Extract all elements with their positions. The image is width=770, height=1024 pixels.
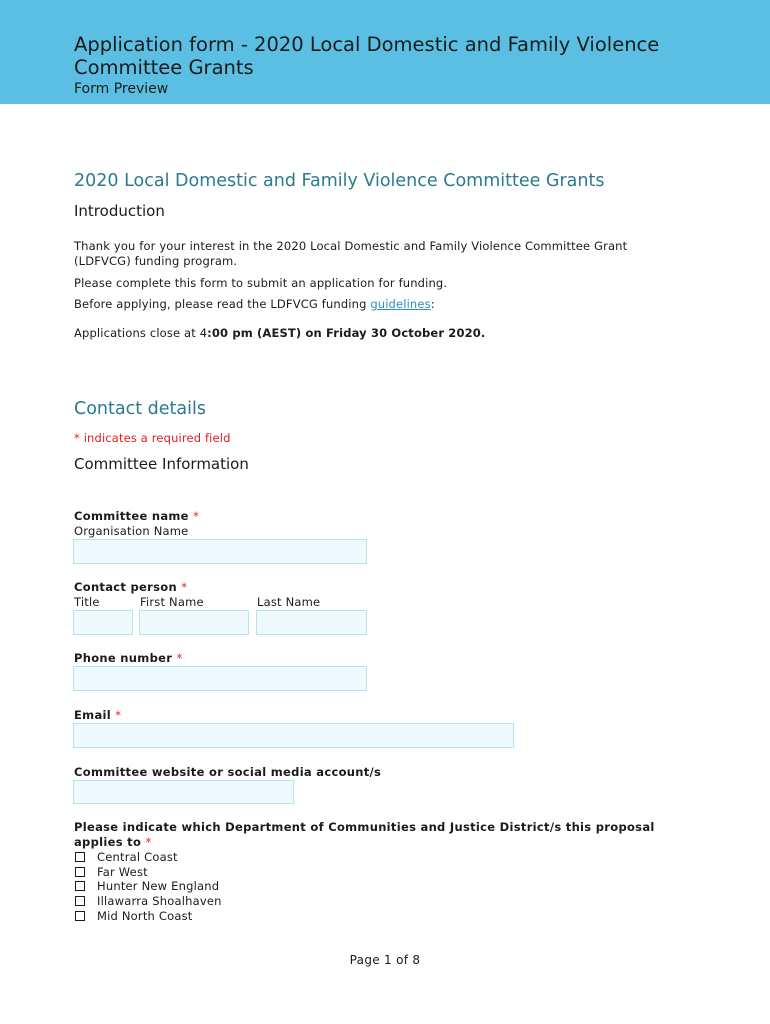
contact-details-heading: Contact details [74, 399, 206, 419]
checkbox-icon[interactable] [75, 852, 85, 862]
districts-text: Please indicate which Department of Communities and Justice District/s this proposal applies to [74, 820, 655, 849]
district-option-central-coast[interactable] [74, 850, 222, 865]
organisation-name-input[interactable] [73, 539, 367, 564]
instruction-paragraph: Please complete this form to submit an application for funding. [74, 276, 448, 290]
district-option-mid-north-coast[interactable] [74, 908, 222, 923]
title-input[interactable] [73, 610, 133, 635]
required-field-note: * indicates a required field [74, 431, 231, 445]
form-title: Application form - 2020 Local Domestic and Family Violence Committee Grants [74, 33, 660, 79]
required-mark: * [193, 509, 200, 523]
intro-paragraph: Thank you for your interest in the 2020 Local Domestic and Family Violence Committee Grant (LDFVCG) funding program. [74, 239, 628, 268]
checkbox-icon[interactable] [75, 896, 85, 906]
option-label: Far West [97, 864, 148, 879]
required-mark: * [181, 580, 188, 594]
last-name-label: Last Name [257, 595, 321, 609]
website-input[interactable] [73, 780, 294, 804]
closing-prefix: Applications close at 4 [74, 326, 208, 340]
page-header [0, 0, 770, 104]
required-mark: * [115, 708, 122, 722]
page-number: Page 1 of 8 [349, 953, 421, 967]
guidelines-prefix: Before applying, please read the LDFVCG funding [74, 297, 371, 311]
option-label: Mid North Coast [97, 908, 193, 923]
email-input[interactable] [73, 723, 514, 748]
guidelines-suffix: : [430, 297, 435, 311]
email-label [74, 708, 121, 722]
committee-name-label [74, 509, 199, 523]
contact-person-text: Contact person [74, 580, 182, 594]
checkbox-icon[interactable] [75, 881, 85, 891]
closing-date: :00 pm (AEST) on Friday 30 October 2020. [207, 326, 486, 340]
required-mark: * [145, 835, 152, 849]
committee-information-heading: Committee Information [74, 455, 249, 473]
first-name-input[interactable] [139, 610, 249, 635]
guidelines-paragraph [74, 297, 674, 312]
website-label: Committee website or social media account/s [74, 765, 382, 779]
committee-name-text: Committee name [74, 509, 194, 523]
closing-date-paragraph [74, 326, 674, 341]
introduction-heading: Introduction [74, 202, 165, 220]
last-name-input[interactable] [256, 610, 367, 635]
districts-label [74, 820, 674, 850]
phone-number-text: Phone number [74, 651, 177, 665]
district-option-illawarra-shoalhaven[interactable] [74, 894, 222, 909]
contact-person-label [74, 580, 187, 594]
first-name-label: First Name [140, 595, 204, 609]
phone-number-input[interactable] [73, 666, 367, 691]
checkbox-icon[interactable] [75, 867, 85, 877]
district-option-hunter-new-england[interactable] [74, 879, 222, 894]
email-text: Email [74, 708, 116, 722]
form-subtitle: Form Preview [74, 81, 169, 97]
option-label: Hunter New England [97, 879, 220, 894]
district-option-far-west[interactable] [74, 865, 222, 880]
phone-number-label [74, 651, 183, 665]
option-label: Central Coast [97, 850, 178, 865]
organisation-name-label: Organisation Name [74, 524, 189, 538]
required-mark: * [176, 651, 183, 665]
title-label: Title [74, 595, 100, 609]
option-label: Illawarra Shoalhaven [97, 894, 222, 909]
guidelines-link[interactable]: guidelines [370, 297, 431, 311]
section-heading: 2020 Local Domestic and Family Violence Committee Grants [74, 171, 605, 191]
district-options [74, 850, 222, 923]
checkbox-icon[interactable] [75, 911, 85, 921]
